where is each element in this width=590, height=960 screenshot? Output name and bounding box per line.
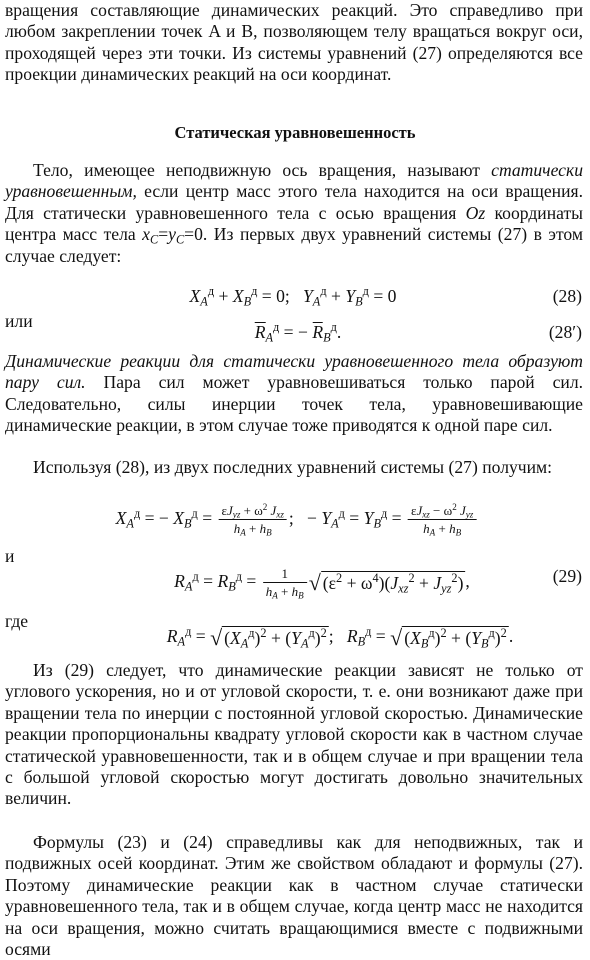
- paragraph-intro: вращения составляющие динамических реакций. Это справедливо при любом закреплении точек A и B, позволяющем телу вращаться вокруг оси, проходящей через эти точки. Из системы уравнений (27) определяются все проекции динамических реакций на оси координат.: [5, 0, 583, 85]
- equation-28-number: (28): [552, 286, 582, 306]
- equation-28-prime-number: (28′): [548, 322, 582, 342]
- equation-xy-reactions-body: $X_A^д$ = − $X_B^д$ = $\frac{\varepsilon J_{yz} + \omega^2 J_{xz}}{h_A + h_B}$ ; − $Y_A^д = Y_B^д$ = $\frac{\varepsilon J_{xz} - \omega^2 J_{yz}}{h_A + h_B}$: [116, 503, 479, 537]
- paragraph-using-28: Используя (28), из двух последних уравнений системы (27) получим:: [33, 457, 553, 477]
- equation-29-number: (29): [552, 566, 582, 586]
- word-ili: или: [5, 311, 33, 331]
- word-gde: где: [5, 611, 29, 631]
- paragraph-conclusion-29: Из (29) следует, что динамические реакции зависят не только от углового ускорения, но и от угловой скорости, т. е. они возникают даже при вращении тела по инерции с постоянной угловой скоростью. Динамические реакции пропорциональны квадрату угловой скорости как в частном случае статической уравновешенности, так и в общем случае и при вращении тела с большой угловой скоростью могут достигать довольно значительных величин.: [5, 660, 583, 809]
- section-heading: Статическая уравновешенность: [174, 123, 416, 142]
- paragraph-formulas-23-24: Формулы (23) и (24) справедливы как для неподвижных, так и подвижных осей координат. Этим же свойством обладают и формулы (27). Поэтому динамические реакции как в частном случае статически уравновешенного тела, так и в общем случае, когда центр масс не находится на оси вращения, можно считать вращающимися вместе с подвижными осями: [5, 832, 583, 960]
- paragraph-couple: Динамические реакции для статически уравновешенного тела образуют пару сил. Пара сил может уравновешиваться только парой сил. Следовательно, силы инерции точек тела, уравновешивающие динамические реакции, в этом случае тоже приводятся к одной паре сил.: [5, 351, 583, 436]
- equation-28-body: $X_A^д + X_B^д = 0$; $Y_A^д + Y_B^д = 0$: [189, 284, 397, 309]
- equation-magnitudes-body: $R_A^д$ = √ $(X_A^д)^2 + (Y_A^д)^2$ ; $R_B^д$ = √ $(X_B^д)^2 + (Y_B^д)^2$ .: [166, 624, 514, 651]
- equation-28-prime-body: $R_A^д$ = − $R_B^д$.: [254, 320, 342, 345]
- paragraph-definition: Тело, имеющее неподвижную ось вращения, называют статически уравновешенным, если центр масс этого тела находится на оси вращения. Для статически уравновешенного тела с осью вращения Oz координаты центра масс тела $x_C=y_C=0$. Из первых двух уравнений системы (27) в этом случае следует:: [5, 160, 583, 266]
- word-i: и: [5, 546, 15, 566]
- equation-29-body: $R_A^д = R_B^д$ = $\frac{1}{h_A + h_B}$ √ $(\varepsilon^2 + \omega^4)(J_{xz}^2 + J_{yz}^2)$ ,: [174, 566, 470, 601]
